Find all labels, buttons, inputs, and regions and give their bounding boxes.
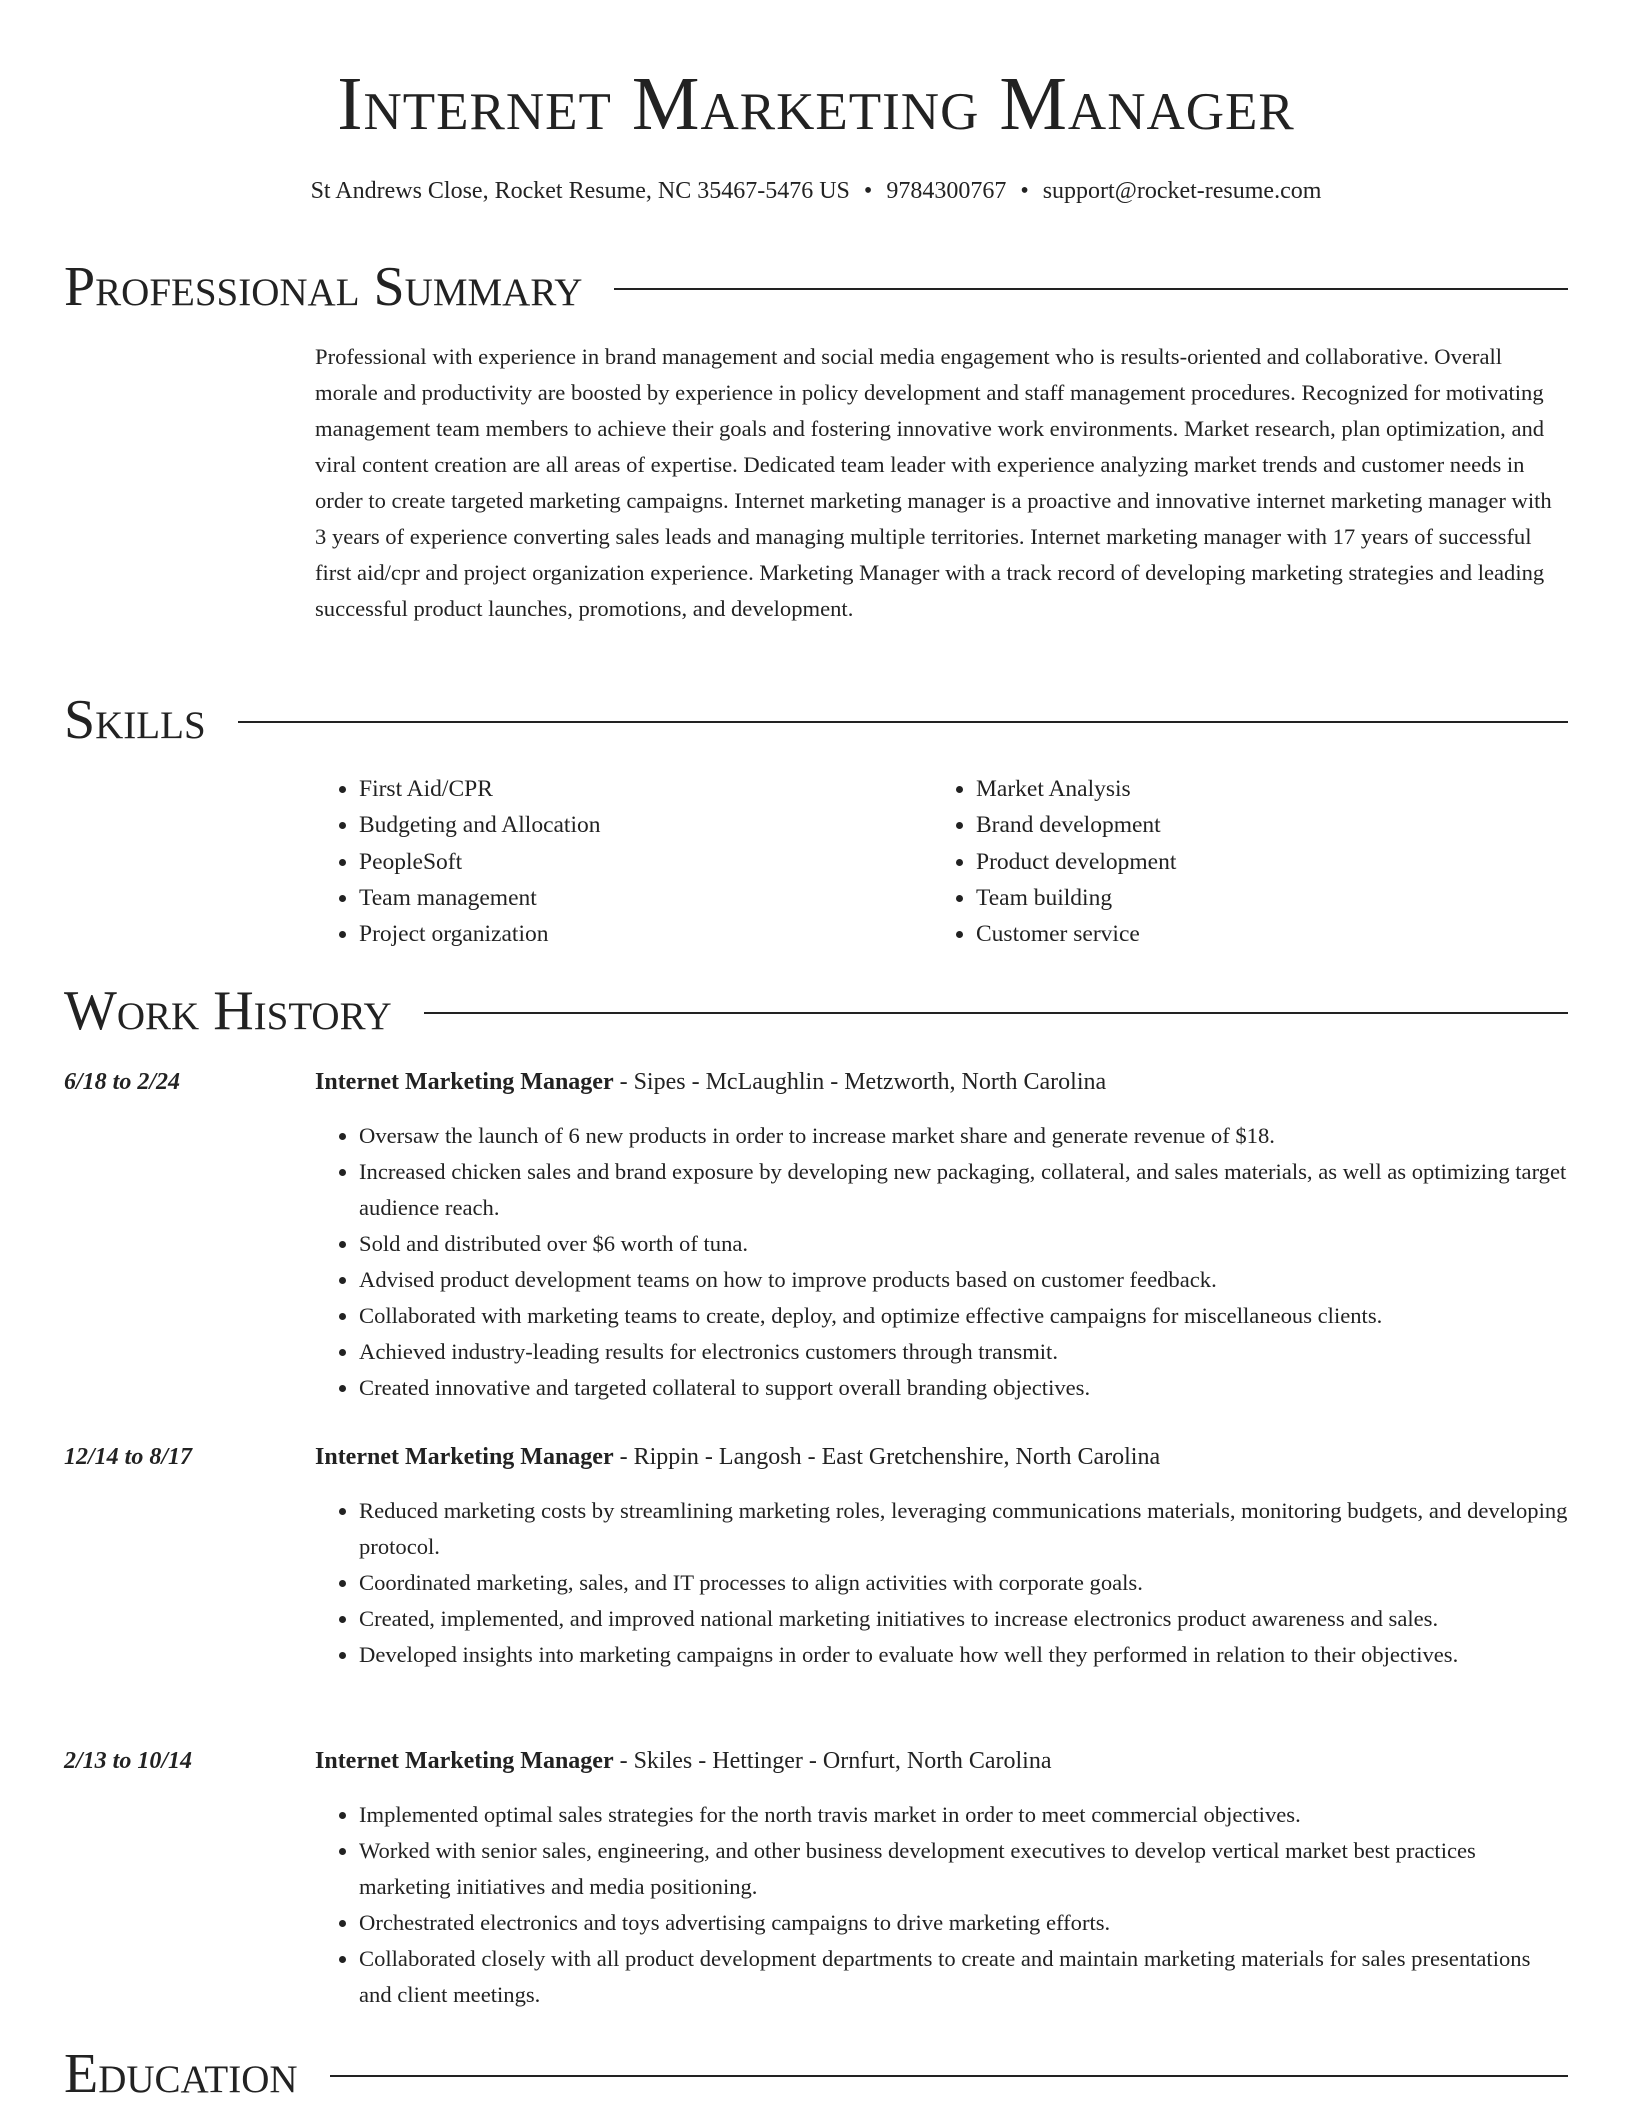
skill-item: • Team management — [359, 880, 932, 916]
job-bullet: • Created, implemented, and improved national marketing initiatives to increase electronics product awareness and sales. — [359, 1601, 1568, 1637]
job-bullet: • Created innovative and targeted collateral to support overall branding objectives. — [359, 1370, 1568, 1406]
job-bullet: • Orchestrated electronics and toys advertising campaigns to drive marketing efforts. — [359, 1905, 1568, 1941]
job-employer: - Sipes - McLaughlin - Metzworth, North Carolina — [619, 1069, 1107, 1095]
job-employer: - Rippin - Langosh - East Gretchenshire, North Carolina — [619, 1444, 1161, 1470]
job-bullet: • Sold and distributed over $6 worth of tuna. — [359, 1226, 1568, 1262]
job-dates: 2/13 to 10/14 — [64, 1748, 193, 1774]
skill-item: • Project organization — [359, 916, 932, 952]
skill-item: • Market Analysis — [976, 771, 1549, 807]
section-divider — [614, 288, 1568, 290]
work-section-header — [64, 979, 1568, 1043]
contact-phone: 9784300767 — [886, 178, 1007, 204]
job-title: Internet Marketing Manager — [315, 1748, 614, 1774]
job-dates: 6/18 to 2/24 — [64, 1069, 181, 1095]
skill-item: • Budgeting and Allocation — [359, 807, 932, 843]
resume-name: Internet Marketing Manager — [337, 62, 1295, 146]
skill-item: • Team building — [976, 880, 1549, 916]
summary-text: Professional with experience in brand management and social media engagement who is results-oriented and collaborative. Overall morale and productivity are boosted by experience in policy development and staff management procedures. Recognized for motivating management team members to achieve their goals and fostering innovative work environments. Market research, plan optimization, and viral content creation are all areas of expertise. Dedicated team leader with experience analyzing market trends and customer needs in order to create targeted marketing campaigns. Internet marketing manager is a proactive and innovative internet marketing manager with 3 years of experience converting sales leads and managing multiple territories. Internet marketing manager with 17 years of successful first aid/cpr and project organization experience. Marketing Manager with a track record of developing marketing strategies and leading successful product launches, promotions, and development. — [315, 344, 1552, 621]
section-divider — [424, 1012, 1568, 1014]
job-bullet: • Implemented optimal sales strategies for the north travis market in order to meet commercial objectives. — [359, 1797, 1568, 1833]
job-dates: 12/14 to 8/17 — [64, 1444, 193, 1470]
skill-item: • Customer service — [976, 916, 1549, 952]
job-bullet: • Worked with senior sales, engineering, and other business development executives to develop vertical market best practices marketing initiatives and media positioning. — [359, 1833, 1568, 1905]
job-bullet: • Advised product development teams on how to improve products based on customer feedback. — [359, 1262, 1568, 1298]
contact-line — [0, 174, 1632, 208]
job-title: Internet Marketing Manager — [315, 1444, 614, 1470]
summary-heading: Professional Summary — [64, 256, 583, 318]
summary-section-header — [64, 255, 1568, 319]
job-bullets — [315, 1797, 1568, 2013]
job-bullet: • Collaborated closely with all product development departments to create and maintain marketing materials for sales presentations and client meetings. — [359, 1941, 1568, 2013]
section-divider — [330, 2075, 1568, 2077]
contact-separator: • — [863, 178, 873, 204]
job-bullet: • Coordinated marketing, sales, and IT processes to align activities with corporate goals. — [359, 1565, 1568, 1601]
skills-list — [315, 771, 1568, 952]
section-divider — [238, 721, 1568, 723]
job-bullet: • Reduced marketing costs by streamlining marketing roles, leveraging communications materials, monitoring budgets, and developing protocol. — [359, 1493, 1568, 1565]
job-bullets — [315, 1493, 1568, 1673]
education-heading: Education — [64, 2043, 298, 2105]
job-bullet: • Collaborated with marketing teams to create, deploy, and optimize effective campaigns for miscellaneous clients. — [359, 1298, 1568, 1334]
skill-item: • First Aid/CPR — [359, 771, 932, 807]
job-title-line — [315, 1439, 1160, 1475]
job-employer: - Skiles - Hettinger - Ornfurt, North Carolina — [619, 1748, 1052, 1774]
skill-item: • Brand development — [976, 807, 1549, 843]
contact-email: support@rocket-resume.com — [1042, 178, 1322, 204]
job-bullet: • Increased chicken sales and brand exposure by developing new packaging, collateral, and sales materials, as well as optimizing target audience reach. — [359, 1154, 1568, 1226]
job-bullet: • Developed insights into marketing campaigns in order to evaluate how well they performed in relation to their objectives. — [359, 1637, 1568, 1673]
job-title-line — [315, 1743, 1052, 1779]
job-bullet: • Oversaw the launch of 6 new products in order to increase market share and generate revenue of $18. — [359, 1118, 1568, 1154]
job-title-line — [315, 1064, 1106, 1100]
contact-address: St Andrews Close, Rocket Resume, NC 35467-5476 US — [310, 178, 850, 204]
job-bullet: • Achieved industry-leading results for electronics customers through transmit. — [359, 1334, 1568, 1370]
skills-column-right — [932, 771, 1549, 952]
skills-column-left — [315, 771, 932, 952]
job-title: Internet Marketing Manager — [315, 1069, 614, 1095]
work-heading: Work History — [64, 980, 392, 1042]
skill-item: • PeopleSoft — [359, 844, 932, 880]
job-bullets — [315, 1118, 1568, 1406]
skills-section-header — [64, 688, 1568, 752]
contact-separator: • — [1020, 178, 1029, 204]
skill-item: • Product development — [976, 844, 1549, 880]
education-section-header — [64, 2042, 1568, 2106]
skills-heading: Skills — [64, 689, 206, 751]
